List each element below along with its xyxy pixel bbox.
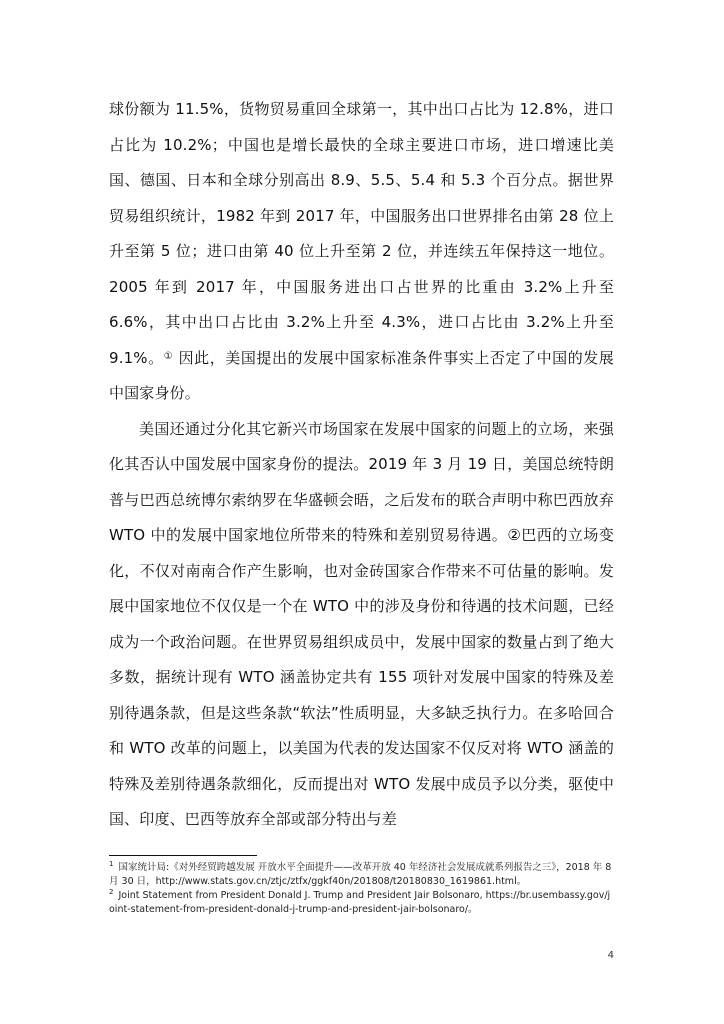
footnote-2-text: Joint Statement from President Donald J. Trump and President Jair Bolsonaro, https://br.usembassy.gov/joint-statement-from-president-donald-j-trump-and-president-jair-bolsonaro/。 (109, 890, 611, 915)
paragraph-1-text-b: 因此，美国提出的发展中国家标准条件事实上否定了中国的发展中国家身份。 (109, 348, 614, 402)
footnote-reference-2[interactable]: ② (507, 526, 522, 544)
footnote-1-number: 1 (109, 860, 114, 868)
paragraph-1-text-a: 球份额为 11.5%，货物贸易重回全球第一，其中出口占比为 12.8%，进口占比为 10.2%；中国也是增长最快的全球主要进口市场，进口增速比美国、德国、日本和全球分别高出 8.9、5.5、5.4 和 5.3 个百分点。据世界贸易组织统计，1982 年到 2017 年，中国服务出口世界排名由第 28 位上升至第 5 位；进口由第 40 位上升至第 2 位，并连续五年保持这一地位。2005 年到 2017 年，中国服务进出口占世界的比重由 3.2%上升至 6.6%，其中出口占比由 3.2%上升至 4.3%，进口占比由 3.2%上升至 9.1%。 (109, 100, 614, 367)
paragraph-2 (109, 412, 614, 838)
footnotes (109, 861, 614, 917)
page-number: 4 (607, 950, 614, 961)
paragraph-2-text-b: 巴西的立场变化，不仅对南南合作产生影响，也对金砖国家合作带来不可估量的影响。发展中国家地位不仅仅是一个在 WTO 中的涉及身份和待遇的技术问题，已经成为一个政治问题。在世界贸易组织成员中，发展中国家的数量占到了绝大多数，据统计现有 WTO 涵盖协定共有 155 项针对发展中国家的特殊及差别待遇条款，但是这些条款“软法”性质明显，大多缺乏执行力。在多哈回合和 WTO 改革的问题上，以美国为代表的发达国家不仅反对将 WTO 涵盖的特殊及差别待遇条款细化，反而提出对 WTO 发展中成员予以分类，驱使中国、印度、巴西等放弃全部或部分特出与差 (109, 526, 614, 828)
footnote-1 (109, 861, 614, 889)
footnote-separator (109, 855, 257, 856)
footnote-2 (109, 889, 614, 917)
body-text (109, 92, 614, 838)
footnote-1-text: 国家统计局:《对外经贸跨越发展 开放水平全面提升——改革开放 40 年经济社会发展成就系列报告之三》，2018 年 8 月 30 日，http://www.stats.gov.cn/ztjc/ztfx/ggkf40n/201808/t20180830_1619861.html。 (109, 862, 612, 887)
paragraph-2-text-a: 美国还通过分化其它新兴市场国家在发展中国家的问题上的立场，来强化其否认中国发展中国家身份的提法。2019 年 3 月 19 日，美国总统特朗普与巴西总统博尔索纳罗在华盛顿会晤，之后发布的联合声明中称巴西放弃 WTO 中的发展中国家地位所带来的特殊和差别贸易待遇。 (109, 419, 614, 544)
footnote-2-number: 2 (109, 888, 114, 896)
footnote-reference-1[interactable]: ① (163, 350, 174, 362)
paragraph-1 (109, 92, 614, 412)
